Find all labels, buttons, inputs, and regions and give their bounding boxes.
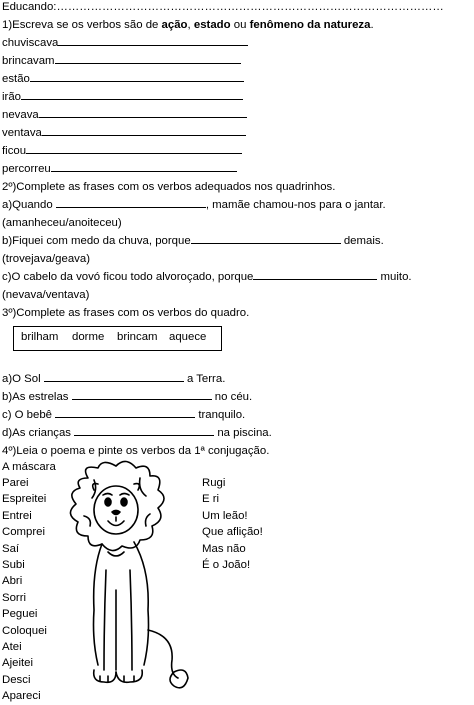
q1-prompt-text: 1)Escreva se os verbos são de <box>2 19 162 31</box>
q3-c-pre: c) O bebê <box>2 409 56 421</box>
answer-blank[interactable] <box>21 90 243 100</box>
q3-a <box>2 372 225 386</box>
poem-verse[interactable]: Um leão! <box>202 509 248 522</box>
poem-verse[interactable]: Espreitei <box>2 493 47 506</box>
answer-blank[interactable] <box>74 426 214 436</box>
q1-item <box>2 144 242 158</box>
answer-blank[interactable] <box>26 144 242 154</box>
verb-box <box>13 326 222 351</box>
poem-verse[interactable]: Mas não <box>202 542 246 555</box>
answer-blank[interactable] <box>253 270 377 280</box>
q3-d-post: na piscina. <box>214 427 272 439</box>
q1-period: . <box>370 19 374 31</box>
answer-blank[interactable] <box>44 372 184 382</box>
poem-verse[interactable]: E ri <box>202 493 220 506</box>
q2-b-post: demais. <box>340 235 384 247</box>
q1-item <box>2 126 246 140</box>
lion-illustration <box>58 460 198 700</box>
poem-title: A máscara <box>2 461 56 473</box>
q2-c-post: muito. <box>377 271 412 283</box>
q3-b <box>2 390 252 404</box>
poem-verse[interactable]: Parei <box>2 477 29 489</box>
q1-item-word: chuviscava <box>2 37 59 49</box>
q2-a-pre: a)Quando <box>2 199 56 211</box>
q2-c-pre: c)O cabelo da vovó ficou todo alvoroçado, porque <box>2 271 254 283</box>
q3-a-post: a Terra. <box>183 373 226 385</box>
q1-item-word: brincavam <box>2 55 55 67</box>
verb-box-word: brilham <box>21 331 59 343</box>
q2-prompt: 2º)Complete as frases com os verbos adequados nos quadrinhos. <box>2 181 336 193</box>
poem-verse[interactable]: É o João! <box>202 559 251 572</box>
q1-item-word: percorreu <box>2 163 51 175</box>
poem-verse[interactable]: Que aflição! <box>202 526 263 539</box>
answer-blank[interactable] <box>72 390 212 400</box>
answer-blank[interactable] <box>55 54 241 64</box>
poem-left-column <box>2 475 47 705</box>
q3-d-pre: d)As crianças <box>2 427 75 439</box>
q1-item <box>2 54 241 68</box>
q3-b-pre: b)As estrelas <box>2 391 72 403</box>
answer-blank[interactable] <box>55 408 195 418</box>
q1-item <box>2 72 244 86</box>
q1-item-word: irão <box>2 91 21 103</box>
poem-verse[interactable]: Peguei <box>2 608 38 621</box>
poem-verse[interactable]: Subi <box>2 559 25 572</box>
poem-verse[interactable]: Saí <box>2 542 20 555</box>
q1-sep2: ou <box>230 19 250 31</box>
q1-item <box>2 90 243 104</box>
q1-item <box>2 36 248 50</box>
q3-c <box>2 408 245 422</box>
q1-item-word: ficou <box>2 145 27 157</box>
q3-d <box>2 426 272 440</box>
poem-verse[interactable]: Sorri <box>2 591 27 604</box>
q1-keyword-fenomeno: fenômeno da natureza <box>249 19 371 31</box>
answer-blank[interactable] <box>42 126 246 136</box>
poem-verse[interactable]: Comprei <box>2 526 46 539</box>
poem-verse[interactable]: Apareci <box>2 690 41 703</box>
q1-prompt <box>2 18 374 32</box>
student-dots: ………………………………………………………………………………………… <box>56 1 444 13</box>
q3-prompt: 3º)Complete as frases com os verbos do quadro. <box>2 307 250 319</box>
answer-blank[interactable] <box>191 234 341 244</box>
q2-b-options: (trovejava/geava) <box>2 253 91 265</box>
q3-a-pre: a)O Sol <box>2 373 44 385</box>
answer-blank[interactable] <box>56 198 206 208</box>
q2-b <box>2 234 384 248</box>
q1-keyword-acao: ação <box>161 19 188 31</box>
verb-box-word: aquece <box>169 331 207 343</box>
verb-box-word: dorme <box>72 331 105 343</box>
student-name-line <box>2 0 444 14</box>
poem-verse[interactable]: Rugi <box>202 477 226 489</box>
verb-box-word: brincam <box>117 331 158 343</box>
q2-c-options: (nevava/ventava) <box>2 289 90 301</box>
poem-right-column <box>202 475 263 573</box>
answer-blank[interactable] <box>58 36 248 46</box>
student-label: Educando: <box>2 1 57 13</box>
q3-b-post: no céu. <box>211 391 253 403</box>
poem-verse[interactable]: Abri <box>2 575 23 588</box>
q2-c <box>2 270 412 284</box>
q3-c-post: tranquilo. <box>195 409 246 421</box>
q2-a <box>2 198 386 212</box>
poem-verse[interactable]: Desci <box>2 673 31 686</box>
q1-item <box>2 108 247 122</box>
q2-b-pre: b)Fiquei com medo da chuva, porque <box>2 235 191 247</box>
q4-prompt: 4º)Leia o poema e pinte os verbos da 1ª conjugação. <box>2 445 270 457</box>
poem-verse[interactable]: Atei <box>2 641 22 654</box>
poem-verse[interactable]: Entrei <box>2 509 32 522</box>
q1-item-word: ventava <box>2 127 42 139</box>
poem-verse[interactable]: Ajeitei <box>2 657 34 670</box>
q1-item-word: nevava <box>2 109 39 121</box>
answer-blank[interactable] <box>51 162 237 172</box>
answer-blank[interactable] <box>30 72 244 82</box>
q1-item-word: estão <box>2 73 30 85</box>
q1-item <box>2 162 237 176</box>
q2-a-post: , mamãe chamou-nos para o jantar. <box>205 199 386 211</box>
poem-verse[interactable]: Coloquei <box>2 624 47 637</box>
answer-blank[interactable] <box>39 108 247 118</box>
q1-sep: , <box>187 19 194 31</box>
q1-keyword-estado: estado <box>193 19 231 31</box>
q2-a-options: (amanheceu/anoiteceu) <box>2 217 122 229</box>
